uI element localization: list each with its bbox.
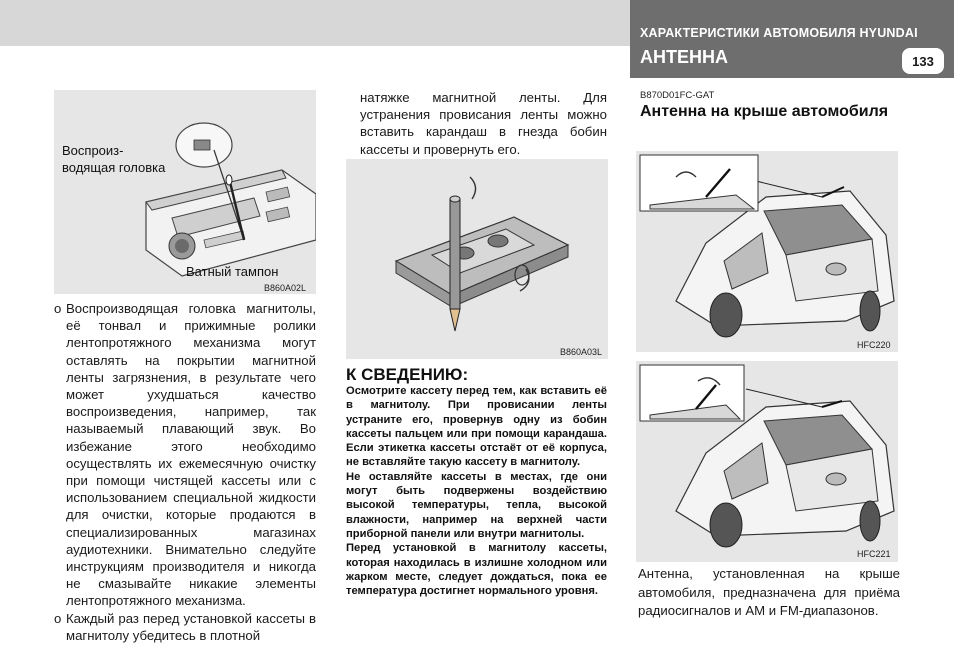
page-number: 133 (902, 48, 944, 74)
antenna-caption: Антенна, установленная на крыше автомобиля, предназначена для приёма радиосигналов и AM и FM-диапазонов. (638, 566, 900, 618)
section-title: АНТЕННА (640, 47, 728, 67)
cassette-pencil-illustration (346, 159, 608, 359)
note-title: К СВЕДЕНИЮ: (346, 365, 469, 384)
subsection-title: Антенна на крыше автомобиля (640, 103, 889, 120)
doc-code: B870D01FC-GAT (640, 90, 715, 101)
figure-code: B860A03L (560, 347, 603, 357)
figure-code: HFC221 (857, 549, 891, 559)
list-item (54, 300, 316, 610)
bullet-mark: o (54, 301, 62, 316)
figure-roof-antenna-top (636, 151, 898, 352)
bullet-mark: o (54, 610, 62, 626)
car-antenna-illustration (636, 361, 898, 562)
label-playback-head: Воспроиз- водящая головка (62, 143, 166, 175)
chapter-title: ХАРАКТЕРИСТИКИ АВТОМОБИЛЯ HYUNDAI (640, 26, 918, 40)
bullet-text: Воспроизводящая головка магнитолы, её тонвал и прижимные ролики лентопротяжного механизма могут оставлять на покрытии магнитной ленты загрязнения, в результате чего может ухудшаться качество воспроизведения, например, так называемый плавающий звук. Во избежание этого необходимо осуществлять их ежемесячную очистку при помощи чистящей кассеты или с использованием специальной жидкости для очистки, которые продаются в специализированных магазинах аудиотехники. Внимательно следуйте инструкциям производителя и никогда не смазывайте никакие элементы лентопротяжного механизма. (66, 301, 316, 609)
bullet-text: Каждый раз перед установкой кассеты в магнитолу убедитесь в плотной (66, 610, 316, 643)
note-paragraph: Осмотрите кассету перед тем, как вставить её в магнитолу. При провисании ленты устраните его, провернув одну из бобин кассеты пальцем или при помощи карандаша. Если этикетка кассеты отстаёт от её корпуса, не вставляйте такую кассету в магнитолу. (346, 385, 607, 469)
left-column-text (54, 300, 316, 644)
note-text (346, 384, 607, 598)
continuation-text: натяжке магнитной ленты. Для устранения провисания ленты можно вставить карандаш в гнезда бобин кассеты и провернуть его. (360, 90, 607, 157)
note-paragraph: Не оставляйте кассеты в местах, где они могут быть подвержены воздействию высокой температуры, тепла, высокой влажности, например на верхней части приборной панели или внутри магнитолы. (346, 470, 607, 540)
figure-roof-antenna-bottom (636, 361, 898, 562)
figure-cassette-pencil (346, 159, 608, 359)
figure-code: HFC220 (857, 340, 891, 350)
note-paragraph: Перед установкой в магнитолу кассеты, которая находилась в излишне холодном или жарком месте, следует дождаться, пока ее температура достигнет нормального уровня. (346, 542, 607, 598)
car-antenna-illustration (636, 151, 898, 352)
list-item (54, 610, 316, 644)
label-cotton-swab: Ватный тампон (186, 264, 279, 279)
figure-code: B860A02L (264, 283, 307, 293)
